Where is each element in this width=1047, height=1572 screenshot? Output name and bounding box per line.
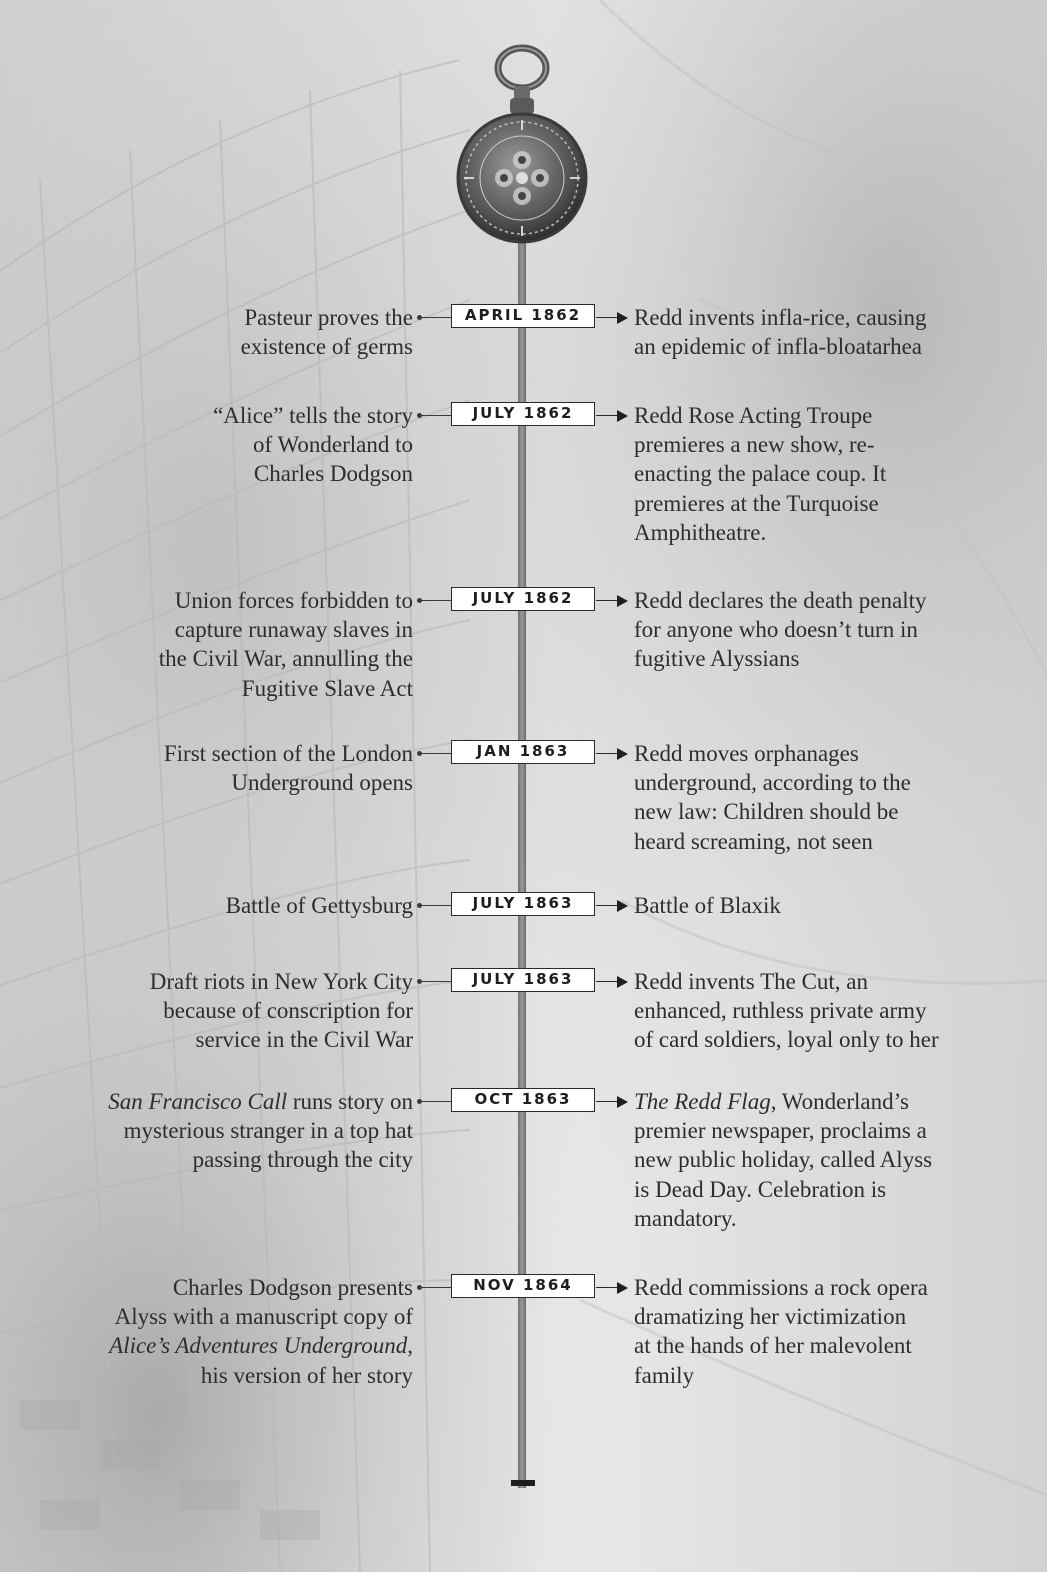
real-world-event (83, 891, 413, 920)
left-connector (420, 317, 452, 318)
event-text-line: new public holiday, called Alyss (634, 1147, 933, 1173)
wonderland-event (634, 1087, 964, 1233)
left-connector (420, 981, 452, 982)
event-text-line: dramatizing her victimization (634, 1304, 907, 1330)
event-text-line: premieres a new show, re- (634, 432, 875, 458)
wonderland-event (634, 1273, 964, 1390)
event-text-line: because of conscription for (163, 998, 413, 1024)
event-text-line: an epidemic of infla-bloatarhea (634, 334, 922, 360)
arrow-right-icon (596, 1287, 618, 1288)
event-text-line: “Alice” tells the story (213, 403, 413, 428)
event-text-line: Amphitheatre. (634, 519, 767, 545)
event-text-line: premier newspaper, proclaims a (634, 1118, 927, 1144)
event-text-line: Pasteur proves the (244, 305, 413, 330)
event-text-line: First section of the London (163, 741, 413, 766)
event-text-line: Redd moves orphanages (634, 741, 859, 766)
date-label: APRIL 1862 (451, 304, 595, 328)
event-text-line: Underground opens (231, 770, 413, 796)
event-text-line: Fugitive Slave Act (241, 675, 413, 701)
date-label: JULY 1863 (451, 968, 595, 992)
date-label: JULY 1863 (451, 892, 595, 916)
event-text-line: Draft riots in New York City (149, 969, 413, 994)
event-text-line: Battle of Gettysburg (225, 893, 413, 918)
event-text-line: passing through the city (192, 1147, 413, 1173)
real-world-event (83, 401, 413, 489)
event-text-line: The Redd Flag, Wonderland’s (634, 1089, 909, 1114)
event-text-line: Alice’s Adventures Underground, (109, 1333, 413, 1359)
event-text-line: for anyone who doesn’t turn in (634, 617, 918, 643)
arrow-right-icon (596, 317, 618, 318)
event-text-line: enhanced, ruthless private army (634, 998, 927, 1024)
left-connector (420, 600, 452, 601)
left-connector (420, 753, 452, 754)
date-label: JULY 1862 (451, 402, 595, 426)
event-text-line: capture runaway slaves in (174, 617, 413, 643)
event-text-line: San Francisco Call runs story on (108, 1089, 413, 1114)
newspaper-title: San Francisco Call (108, 1089, 288, 1114)
event-text-line: Battle of Blaxik (634, 893, 781, 918)
date-label: NOV 1864 (451, 1274, 595, 1298)
wonderland-event (634, 586, 964, 674)
wonderland-event (634, 303, 964, 361)
arrow-right-icon (596, 415, 618, 416)
wonderland-event (634, 401, 964, 547)
event-text-line: his version of her story (200, 1362, 413, 1388)
event-text-line: Charles Dodgson presents (172, 1275, 413, 1300)
event-text-line: enacting the palace coup. It (634, 461, 887, 487)
event-text-line: Redd Rose Acting Troupe (634, 403, 873, 428)
event-text-line: family (634, 1362, 695, 1388)
real-world-event (83, 1273, 413, 1390)
event-text-line: service in the Civil War (195, 1027, 413, 1053)
real-world-event (83, 739, 413, 797)
event-text-line: mandatory. (634, 1205, 737, 1231)
timeline-spine (518, 240, 526, 1488)
event-text-line: underground, according to the (634, 770, 911, 796)
real-world-event (83, 586, 413, 703)
wonderland-event (634, 739, 964, 856)
event-text-line: Redd invents The Cut, an (634, 969, 869, 994)
book-title: Alice’s Adventures Underground (109, 1333, 408, 1359)
event-text-line: existence of germs (240, 334, 413, 360)
event-text-line: fugitive Alyssians (634, 646, 800, 672)
event-text-line: premieres at the Turquoise (634, 490, 879, 516)
event-text-line: of Wonderland to (253, 432, 413, 458)
newspaper-title: The Redd Flag (634, 1089, 771, 1114)
event-text-line: Union forces forbidden to (174, 588, 413, 613)
pocket-watch-icon (452, 44, 592, 249)
timeline-end-icon (511, 1480, 535, 1486)
left-connector (420, 415, 452, 416)
real-world-event (83, 967, 413, 1055)
event-text-line: the Civil War, annulling the (158, 646, 413, 672)
arrow-right-icon (596, 753, 618, 754)
event-text-line: mysterious stranger in a top hat (123, 1118, 413, 1144)
event-text-line: heard screaming, not seen (634, 828, 873, 854)
date-label: JULY 1862 (451, 587, 595, 611)
event-text-line: Charles Dodgson (253, 461, 413, 487)
event-text-line: of card soldiers, loyal only to her (634, 1027, 939, 1053)
event-text-line: new law: Children should be (634, 799, 899, 825)
date-label: OCT 1863 (451, 1088, 595, 1112)
arrow-right-icon (596, 905, 618, 906)
real-world-event (83, 1087, 413, 1175)
left-connector (420, 1101, 452, 1102)
event-text-line: Redd commissions a rock opera (634, 1275, 928, 1300)
event-text-line: Redd declares the death penalty (634, 588, 927, 613)
arrow-right-icon (596, 600, 618, 601)
wonderland-event (634, 967, 964, 1055)
arrow-right-icon (596, 1101, 618, 1102)
arrow-right-icon (596, 981, 618, 982)
wonderland-event (634, 891, 964, 920)
date-label: JAN 1863 (451, 740, 595, 764)
real-world-event (83, 303, 413, 361)
left-connector (420, 1287, 452, 1288)
event-text-line: Alyss with a manuscript copy of (114, 1304, 413, 1330)
event-text-line: is Dead Day. Celebration is (634, 1176, 887, 1202)
left-connector (420, 905, 452, 906)
event-text-line: at the hands of her malevolent (634, 1333, 912, 1359)
event-text-line: Redd invents infla-rice, causing (634, 305, 927, 330)
